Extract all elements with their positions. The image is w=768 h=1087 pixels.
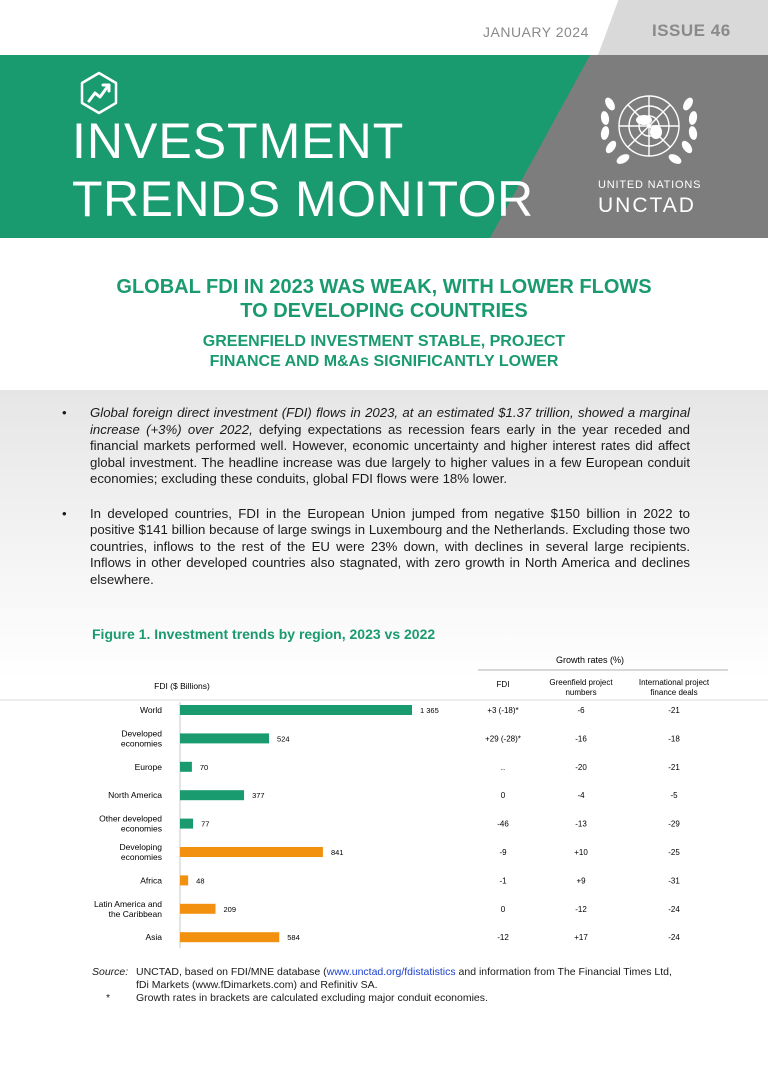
bar-asia (180, 932, 279, 942)
greenfield-growth-europe: -20 (575, 762, 587, 772)
ipf-growth-world: -21 (668, 706, 680, 715)
footnote-text: Growth rates in brackets are calculated excluding major conduit economies. (136, 992, 488, 1004)
headline-line-1: GLOBAL FDI IN 2023 WAS WEAK, WITH LOWER FLOWS (116, 276, 652, 298)
column-header-greenfield-1: Greenfield project (549, 678, 613, 687)
data-label-north-america: 377 (252, 791, 265, 801)
category-label-world: World (139, 705, 162, 715)
footnote-mark: * (105, 992, 111, 1004)
bullet-dot-icon: • (62, 505, 67, 521)
greenfield-growth-africa: +9 (576, 876, 586, 886)
fdi-growth-world: +3 (-18)* (487, 706, 519, 715)
source-note (92, 966, 712, 1005)
trend-hexagon-icon (77, 71, 121, 115)
data-label-developing-economies: 841 (330, 848, 344, 857)
greenfield-growth-latin-america-and-the-caribbean: -12 (575, 904, 587, 914)
data-label-latin-america-and-the-caribbean: 209 (223, 904, 237, 914)
fdi-growth-developed-economies: +29 (-28)* (485, 734, 521, 744)
ipf-growth-developing-economies: -25 (668, 848, 680, 857)
data-label-other-developed-economies: 77 (201, 819, 210, 829)
subheadline-line-1: GREENFIELD INVESTMENT STABLE, PROJECT (202, 333, 566, 350)
ipf-growth-africa: -31 (668, 876, 680, 886)
ipf-growth-europe: -21 (668, 762, 680, 772)
data-label-asia: 584 (287, 933, 300, 943)
category-label-developing-economies-2: economies (120, 852, 162, 862)
fdi-growth-developing-economies: -9 (499, 848, 507, 857)
fdi-statistics-link[interactable]: www.unctad.org/fdistatistics (326, 966, 456, 978)
bar-europe (180, 762, 192, 772)
ipf-growth-other-developed-economies: -29 (668, 819, 680, 829)
bullet-1-italic: Global foreign direct investment (FDI) flows in 2023, at an estimated $1.37 trillion, showed a marginal increase (+3%) over 2022, (90, 405, 690, 437)
data-label-europe: 70 (199, 762, 209, 772)
bar-north-america (180, 790, 244, 800)
figure-title: Figure 1. Investment trends by region, 2023 vs 2022 (92, 626, 436, 642)
greenfield-growth-other-developed-economies: -13 (575, 819, 587, 829)
bar-world (180, 705, 412, 715)
title-trends-monitor: TRENDS MONITOR (72, 171, 534, 227)
subheadline (40, 332, 728, 372)
axis-label: FDI ($ Billions) (154, 681, 210, 691)
org-name: UNITED NATIONS (598, 179, 702, 191)
category-label-latin-america-and-the-caribbean-2: the Caribbean (108, 908, 162, 919)
bar-other-developed-economies (180, 819, 193, 829)
bar-developed-economies (180, 733, 269, 743)
bullet-dot-icon: • (62, 405, 67, 420)
category-label-asia: Asia (145, 932, 162, 943)
category-label-developed-economies-1: Developed (121, 728, 162, 739)
top-bar (0, 0, 768, 55)
category-label-north-america: North America (108, 790, 162, 801)
growth-rates-header: Growth rates (%) (555, 655, 625, 665)
headline-line-2: TO DEVELOPING COUNTRIES (240, 300, 528, 322)
fdi-growth-north-america: 0 (500, 791, 506, 801)
org-short-name: UNCTAD (598, 194, 696, 217)
bullet-2-text: In developed countries, FDI in the European Union jumped from negative $150 billion in 2022 to positive $141 billion because of large swings in Luxembourg and the Netherlands. Excluding those two countries, inflows to the rest of the EU were 23% down, with declines in several large recipients. Inflows in other developed countries also stagnated, with zero growth in North America and declines elsewhere. (90, 505, 690, 587)
data-label-africa: 48 (196, 876, 205, 886)
greenfield-growth-developed-economies: -16 (575, 734, 587, 744)
ipf-growth-asia: -24 (668, 933, 680, 943)
category-label-other-developed-economies-1: Other developed (99, 813, 162, 824)
bullet-item (62, 405, 690, 488)
category-label-developing-economies-1: Developing (119, 842, 162, 852)
fdi-growth-latin-america-and-the-caribbean: 0 (500, 904, 506, 914)
category-label-developed-economies-2: economies (120, 738, 162, 749)
source-line-2: fDi Markets (www.fDimarkets.com) and Refinitiv SA. (136, 979, 378, 991)
summary-bullets (62, 405, 690, 606)
greenfield-growth-north-america: -4 (577, 791, 585, 801)
greenfield-growth-world: -6 (577, 706, 585, 715)
data-label-world: 1 365 (420, 706, 439, 715)
bar-latin-america-and-the-caribbean (180, 904, 216, 914)
bullet-item (62, 505, 690, 589)
fdi-growth-africa: -1 (499, 876, 507, 886)
investment-trends-chart (0, 648, 768, 948)
column-header-greenfield-2: numbers (565, 688, 597, 697)
source-text-2: and information from The Financial Times Ltd, (455, 966, 672, 978)
ipf-growth-developed-economies: -18 (668, 734, 680, 744)
data-label-developed-economies: 524 (277, 734, 290, 744)
headline (40, 275, 728, 323)
bar-developing-economies (180, 847, 323, 857)
bullet-1-text: defying expectations as recession fears early in the year receded and financial markets performed well. However, economic uncertainty and higher interest rates did affect global investment. The headline increase was due largely to higher values in a few European conduit economies; excluding these conduits, global FDI flows were 18% lower. (90, 421, 690, 486)
fdi-growth-europe: .. (500, 762, 506, 772)
category-label-other-developed-economies-2: economies (120, 823, 162, 834)
ipf-growth-north-america: -5 (670, 791, 678, 801)
column-header-ipf-2: finance deals (650, 688, 698, 697)
ipf-growth-latin-america-and-the-caribbean: -24 (668, 904, 680, 914)
un-emblem-icon (594, 86, 704, 172)
category-label-latin-america-and-the-caribbean-1: Latin America and (93, 898, 162, 909)
greenfield-growth-developing-economies: +10 (574, 848, 588, 857)
column-header-fdi: FDI (496, 680, 510, 689)
fdi-growth-asia: -12 (497, 933, 509, 943)
category-label-africa: Africa (140, 875, 162, 886)
title-investment: INVESTMENT (72, 113, 405, 169)
column-header-ipf-1: International project (638, 678, 710, 687)
source-text-1: UNCTAD, based on FDI/MNE database ( (136, 966, 327, 978)
category-label-europe: Europe (134, 761, 162, 772)
subheadline-line-2: FINANCE AND M&As SIGNIFICANTLY LOWER (209, 353, 559, 370)
source-label: Source: (92, 966, 129, 978)
greenfield-growth-asia: +17 (574, 933, 588, 943)
fdi-growth-other-developed-economies: -46 (497, 819, 509, 829)
issue-number: ISSUE 46 (652, 21, 731, 40)
bar-africa (180, 875, 188, 885)
issue-date: JANUARY 2024 (483, 24, 589, 40)
